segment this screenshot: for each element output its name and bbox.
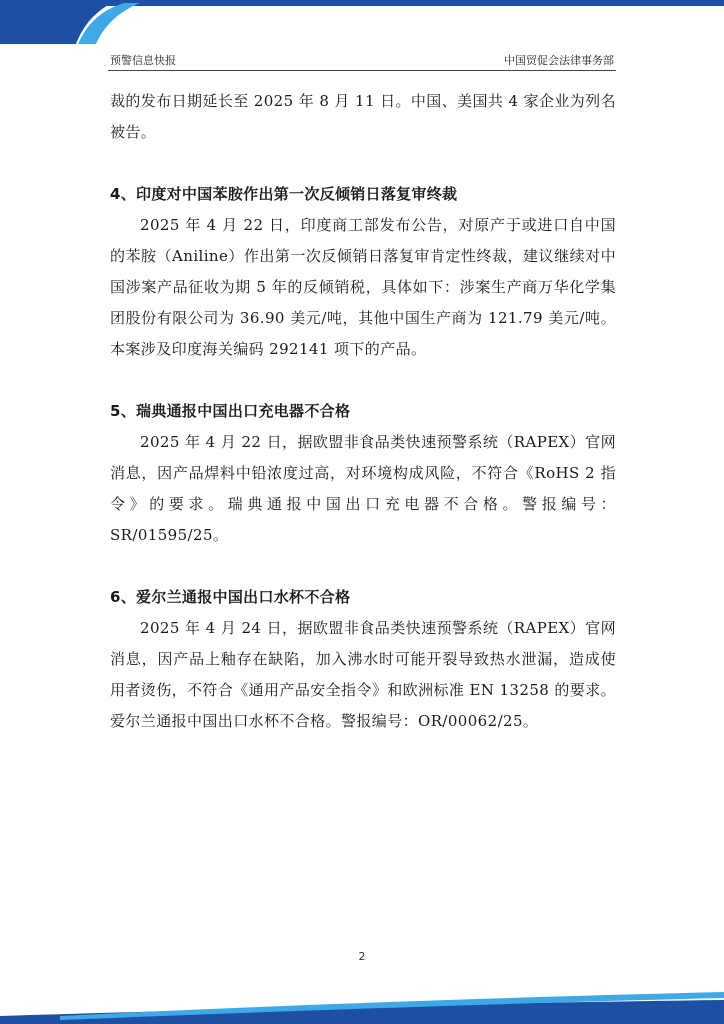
header-right-title: 中国贸促会法律事务部 [504, 54, 614, 67]
header-divider [108, 70, 616, 71]
page-number: 2 [358, 950, 366, 963]
continuation-paragraph: 裁的发布日期延长至 2025 年 8 月 11 日。中国、美国共 4 家企业为列名被告。 [110, 92, 616, 141]
section-body-4: 2025 年 4 月 22 日，印度商工部发布公告，对原产于或进口自中国的苯胺（Aniline）作出第一次反倾销日落复审肯定性终裁，建议继续对中国涉案产品征收为期 5 年的反倾销税，具体如下：涉案生产商万华化学集团股份有限公司为 36.90 美元/吨，其他中国生产商为 121.79 美元/吨。本案涉及印度海关编码 292141 项下的产品。 [110, 216, 616, 358]
bottom-decoration-banner [0, 990, 724, 1024]
section-body-6: 2025 年 4 月 24 日，据欧盟非食品类快速预警系统（RAPEX）官网消息，因产品上釉存在缺陷，加入沸水时可能开裂导致热水泄漏，造成使用者烫伤，不符合《通用产品安全指令》和欧洲标准 EN 13258 的要求。爱尔兰通报中国出口水杯不合格。警报编号：OR/00062/25。 [110, 619, 616, 730]
header-left-title: 预警信息快报 [110, 54, 176, 67]
section-title-4: 4、印度对中国苯胺作出第一次反倾销日落复审终裁 [110, 185, 458, 203]
section-body-5: 2025 年 4 月 22 日，据欧盟非食品类快速预警系统（RAPEX）官网消息，因产品焊料中铅浓度过高，对环境构成风险，不符合《RoHS 2 指令》的要求。瑞典通报中国出口充电器不合格。警报编号：SR/01595/25。 [110, 433, 616, 544]
section-title-6: 6、爱尔兰通报中国出口水杯不合格 [110, 588, 351, 606]
section-title-5: 5、瑞典通报中国出口充电器不合格 [110, 402, 351, 420]
document-body [110, 86, 616, 737]
top-decoration-banner [0, 0, 724, 44]
